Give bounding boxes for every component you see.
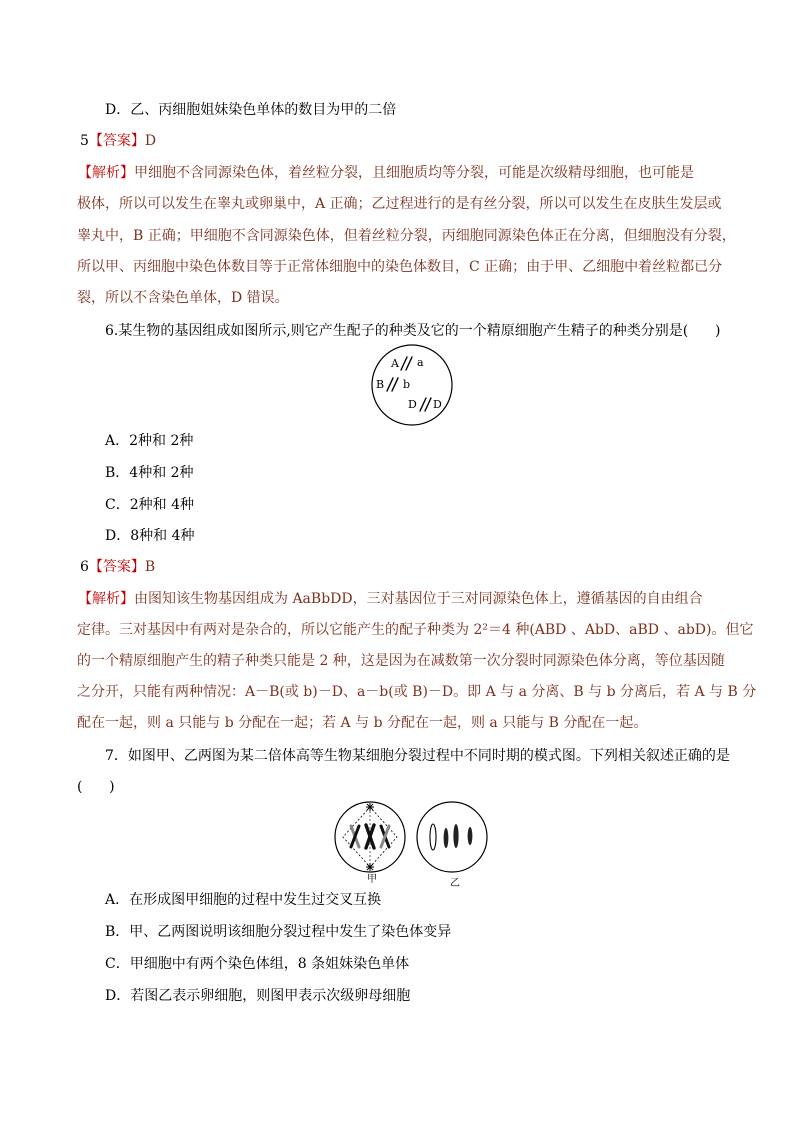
q6-gene-b: b: [403, 378, 411, 391]
jia-chromosome-right: [381, 826, 389, 847]
explanation-5-line-5: 裂，所以不含染色单体，D 错误。: [77, 290, 289, 306]
yi-chromosome-4: [468, 827, 473, 845]
q6-option-a: A．2种和 2种: [105, 433, 194, 449]
explanation-6-line-1: [78, 589, 703, 609]
q6-chromosome-pair-1: [401, 357, 412, 370]
explanation-5-line-2: 极体，所以可以发生在睾丸或卵巢中，A 正确；乙过程进行的是有丝分裂，所以可以发生在皮肤生发层或: [77, 196, 722, 212]
explanation-5-text: 甲细胞不含同源染色体，着丝粒分裂，且细胞质均等分裂，可能是次级精母细胞，也可能是: [134, 165, 694, 181]
answer-6-value: B: [144, 559, 156, 575]
q6-chromosome-pair-2: [387, 378, 398, 391]
q6-gene-A: A: [391, 357, 399, 370]
q6-gene-D-left: D: [408, 398, 417, 411]
q5-option-d: D．乙、丙细胞姐妹染色单体的数目为甲的二倍: [105, 102, 397, 118]
q6-chromosome-pair-3: [420, 398, 431, 411]
jia-chromosome-middle: [366, 825, 374, 848]
jia-label: 甲: [367, 874, 377, 885]
explanation-5-line-4: 所以甲、丙细胞中染色体数目等于正常体细胞中的染色体数目，C 正确；由于甲、乙细胞中着丝粒都已分: [77, 259, 723, 275]
yi-chromosome-3: [453, 824, 458, 848]
q6-figure-cell: [372, 345, 452, 425]
jia-bottom-aster-icon: [366, 863, 374, 871]
q6-stem: 6.某生物的基因组成如图所示,则它产生配子的种类及它的一个精原细胞产生精子的种类分别是( ): [105, 323, 721, 339]
q6-option-b: B．4种和 2种: [105, 465, 194, 481]
yi-label: 乙: [450, 878, 460, 889]
q7-figure-cell-jia: [335, 802, 405, 885]
jia-cell-membrane: [335, 802, 405, 872]
q7-figure-cell-yi: [417, 802, 487, 889]
q6-cell-membrane: [372, 345, 452, 425]
jia-spindle: [343, 807, 397, 867]
answer-5-value: D: [144, 133, 157, 149]
explanation-6-text: 由图知该生物基因组成为 AaBbDD，三对基因位于三对同源染色体上，遵循基因的自由组合: [134, 591, 703, 607]
explanation-6-line-3: 的一个精原细胞产生的精子种类只能是 2 种，这是因为在减数第一次分裂时同源染色体分离，等位基因随: [77, 653, 725, 669]
q7-option-b: B．甲、乙两图说明该细胞分裂过程中发生了染色体变异: [105, 924, 452, 940]
yi-chromosome-1: [430, 824, 436, 850]
jia-chromosome-left: [351, 826, 359, 847]
answer-6-label: 【答案】: [88, 559, 145, 575]
answer-5-label: 【答案】: [88, 133, 145, 149]
explanation-6-line-2: 定律。三对基因中有两对是杂合的，所以它能产生的配子种类为 2²＝4 种(ABD 、AbD、aBD 、abD)。但它: [77, 622, 754, 638]
explanation-5-line-3: 睾丸中，B 正确；甲细胞不含同源染色体，但着丝粒分裂，丙细胞同源染色体正在分离，但细胞没有分裂，: [77, 228, 736, 244]
explanation-6-line-5: 配在一起，则 a 只能与 b 分配在一起；若 A 与 b 分配在一起，则 a 只能与 B 分配在一起。: [77, 715, 648, 731]
jia-top-aster-icon: [366, 803, 374, 811]
answer-6-number: 6: [80, 559, 89, 575]
q6-gene-a: a: [417, 356, 424, 369]
answer-5-number: 5: [80, 133, 89, 149]
q6-gene-D-right: D: [433, 398, 442, 411]
explanation-6-label: 【解析】: [78, 591, 134, 607]
q6-option-d: D．8种和 4种: [105, 528, 195, 544]
q7-stem-line-2: ( ): [77, 779, 115, 795]
answer-5: [80, 131, 156, 151]
q7-option-d: D．若图乙表示卵细胞，则图甲表示次级卵母细胞: [105, 988, 411, 1004]
q7-option-c: C．甲细胞中有两个染色体组，8 条姐妹染色单体: [105, 956, 410, 972]
answer-6: [80, 557, 155, 577]
q7-stem-line-1: 7．如图甲、乙两图为某二倍体高等生物某细胞分裂过程中不同时期的模式图。下列相关叙述正确的是: [105, 748, 730, 764]
q6-option-c: C．2种和 4种: [105, 497, 194, 513]
explanation-6-line-4: 之分开，只能有两种情况：A－B(或 b)－D、a－b(或 B)－D。即 A 与 a 分离、B 与 b 分离后，若 A 与 B 分: [77, 684, 757, 700]
q6-gene-B: B: [376, 378, 385, 391]
q7-option-a: A．在形成图甲细胞的过程中发生过交叉互换: [105, 892, 382, 908]
yi-cell-membrane: [417, 802, 487, 872]
yi-chromosome-2: [444, 828, 449, 848]
explanation-5-label: 【解析】: [78, 165, 134, 181]
explanation-5-line-1: [78, 163, 694, 183]
